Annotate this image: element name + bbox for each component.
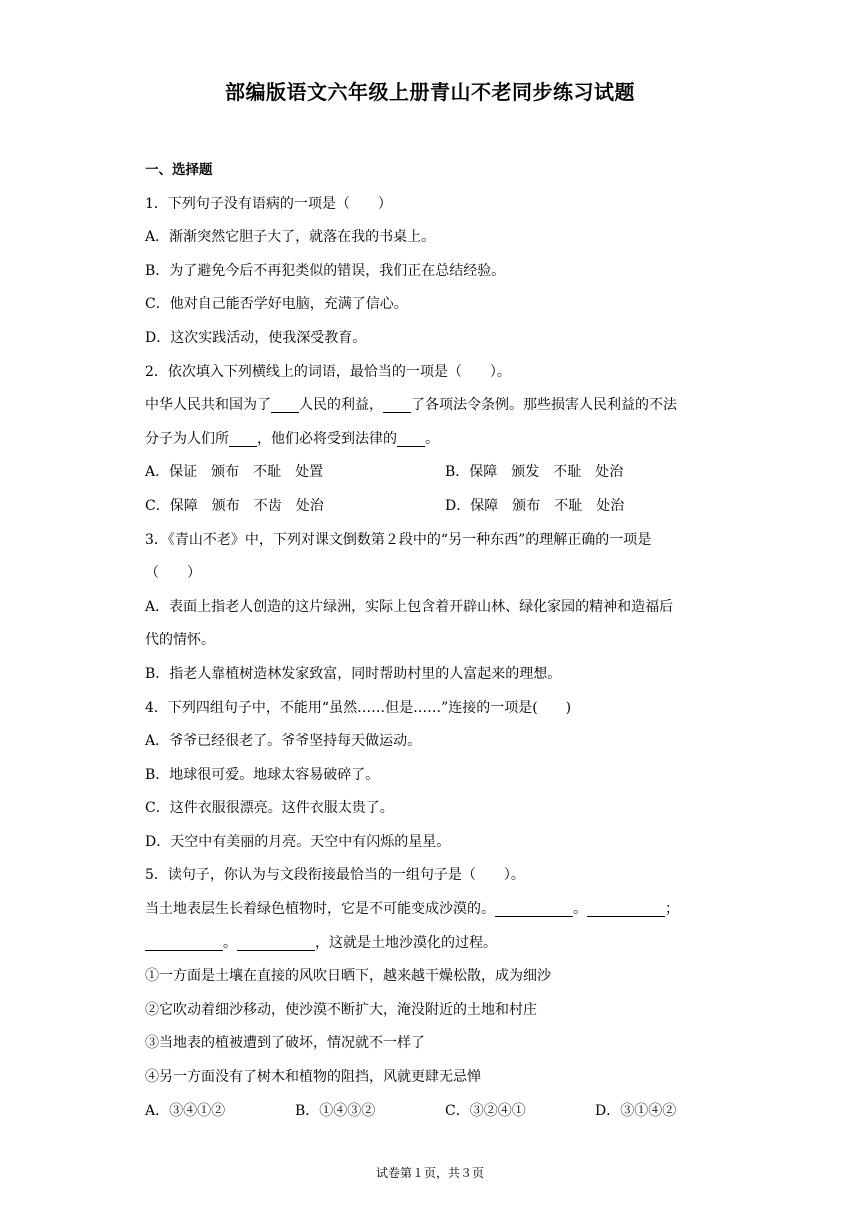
q2-stem: 2．依次填入下列横线上的词语，最恰当的一项是（ ）。 <box>145 363 511 380</box>
q2-text: 中华人民共和国为了 <box>145 397 271 414</box>
q5-text: ，这就是土地沙漠化的过程。 <box>315 934 497 951</box>
fill-blank <box>237 933 315 951</box>
q2-text: 。 <box>425 430 439 447</box>
fill-blank <box>229 429 257 447</box>
q5-item-4: ④另一方面没有了树木和植物的阻挡，风就更肆无忌惮 <box>145 1069 481 1086</box>
fill-blank <box>145 933 223 951</box>
q5-item-2: ②它吹动着细沙移动，使沙漠不断扩大，淹没附近的土地和村庄 <box>145 1001 537 1018</box>
q2-option-c: C．保障 颁布 不齿 处治 <box>145 497 324 514</box>
q3-stem-line2: （ ） <box>145 565 201 582</box>
q2-options-row1 <box>145 456 720 490</box>
q5-item-1: ①一方面是土壤在直接的风吹日晒下，越来越干燥松散，成为细沙 <box>145 968 551 985</box>
q2-options-row2 <box>145 490 720 524</box>
fill-blank <box>587 899 665 917</box>
q4-option-d: D．天空中有美丽的月亮。天空中有闪烁的星星。 <box>145 833 451 850</box>
q5-passage-line2 <box>145 927 720 961</box>
section-title: 一、选择题 <box>145 162 213 178</box>
q2-option-a: A．保证 颁布 不耻 处置 <box>145 464 324 481</box>
q3-stem-line1: 3．《青山不老》中，下列对课文倒数第２段中的“另一种东西”的理解正确的一项是 <box>145 531 652 548</box>
q2-text: 了各项法令条例。那些损害人民利益的不法 <box>411 397 677 414</box>
fill-blank <box>397 429 425 447</box>
q5-option-c: C．③②④① <box>445 1102 526 1119</box>
q2-passage-line2 <box>145 423 720 457</box>
q5-stem: 5．读句子，你认为与文段衔接最恰当的一组句子是（ ）。 <box>145 867 525 884</box>
q2-passage-line1 <box>145 389 720 423</box>
q1-stem: 1．下列句子没有语病的一项是（ ） <box>145 195 392 212</box>
q5-option-a: A．③④①② <box>145 1102 226 1119</box>
q2-text: 分子为人们所 <box>145 430 229 447</box>
q2-text: 人民的利益， <box>299 397 383 414</box>
q3-option-b: B．指老人靠植树造林发家致富，同时帮助村里的人富起来的理想。 <box>145 665 562 682</box>
q5-option-b: B．①④③② <box>295 1102 376 1119</box>
q4-option-a: A．爷爷已经很老了。爷爷坚持每天做运动。 <box>145 733 422 750</box>
q4-stem: 4．下列四组句子中，不能用“虽然……但是……”连接的一项是( ) <box>145 699 572 716</box>
q3-option-a-line1: A．表面上指老人创造的这片绿洲，实际上包含着开辟山林、绿化家园的精神和造福后 <box>145 598 674 615</box>
q5-text: 当土地表层生长着绿色植物时，它是不可能变成沙漠的。 <box>145 901 495 918</box>
q5-item-3: ③当地表的植被遭到了破坏，情况就不一样了 <box>145 1035 425 1052</box>
q1-option-c: C．他对自己能否学好电脑，充满了信心。 <box>145 296 408 313</box>
fill-blank <box>271 395 299 413</box>
fill-blank <box>495 899 573 917</box>
q1-option-a: A．渐渐突然它胆子大了，就落在我的书桌上。 <box>145 229 436 246</box>
fill-blank <box>383 395 411 413</box>
q1-option-b: B．为了避免今后不再犯类似的错误，我们正在总结经验。 <box>145 262 506 279</box>
q4-option-c: C．这件衣服很漂亮。这件衣服太贵了。 <box>145 800 394 817</box>
question-content <box>145 154 720 1128</box>
q5-options-row <box>145 1095 720 1129</box>
q5-passage-line1 <box>145 893 720 927</box>
q1-option-d: D．这次实践活动，使我深受教育。 <box>145 329 367 346</box>
page-footer: 试卷第１页，共３页 <box>375 1166 484 1180</box>
q2-text: ，他们必将受到法律的 <box>257 430 397 447</box>
page-title: 部编版语文六年级上册青山不老同步练习试题 <box>225 80 635 104</box>
q5-option-d: D．③①④② <box>595 1102 677 1119</box>
q2-option-b: B．保障 颁发 不耻 处治 <box>445 464 624 481</box>
q5-text: 。 <box>573 901 587 918</box>
q3-option-a-line2: 代的情怀。 <box>145 632 215 649</box>
q2-option-d: D．保障 颁布 不耻 处治 <box>445 497 625 514</box>
q4-option-b: B．地球很可爱。地球太容易破碎了。 <box>145 766 380 783</box>
q5-text: 。 <box>223 934 237 951</box>
q5-text: ； <box>665 901 679 918</box>
